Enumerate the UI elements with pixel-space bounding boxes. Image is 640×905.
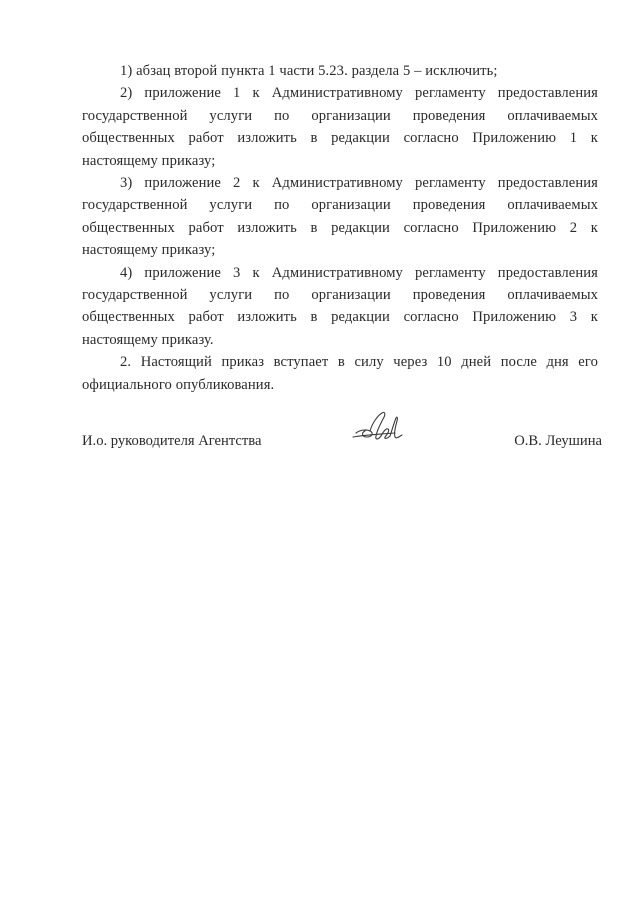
document-body — [82, 60, 598, 396]
paragraph-effective-date: 2. Настоящий приказ вступает в силу через 10 дней после дня его официального опубликования. — [82, 354, 598, 393]
handwritten-signature-icon — [350, 406, 406, 450]
paragraph-item-3: 3) приложение 2 к Административному регламенту предоставления государственной услуги по организации проведения оплачиваемых общественных работ изложить в редакции согласно Приложению 2 к настоящему приказу; — [82, 175, 598, 259]
paragraph-item-2: 2) приложение 1 к Административному регламенту предоставления государственной услуги по организации проведения оплачиваемых общественных работ изложить в редакции согласно Приложению 1 к настоящему приказу; — [82, 85, 598, 169]
signature-block — [82, 428, 602, 458]
paragraph-item-1: 1) абзац второй пункта 1 части 5.23. раздела 5 – исключить; — [120, 63, 498, 79]
paragraph-item-4: 4) приложение 3 к Административному регламенту предоставления государственной услуги по организации проведения оплачиваемых общественных работ изложить в редакции согласно Приложению 3 к настоящему приказу. — [82, 264, 598, 348]
signer-name: О.В. Леушина — [514, 433, 602, 449]
signer-position: И.о. руководителя Агентства — [82, 433, 262, 449]
